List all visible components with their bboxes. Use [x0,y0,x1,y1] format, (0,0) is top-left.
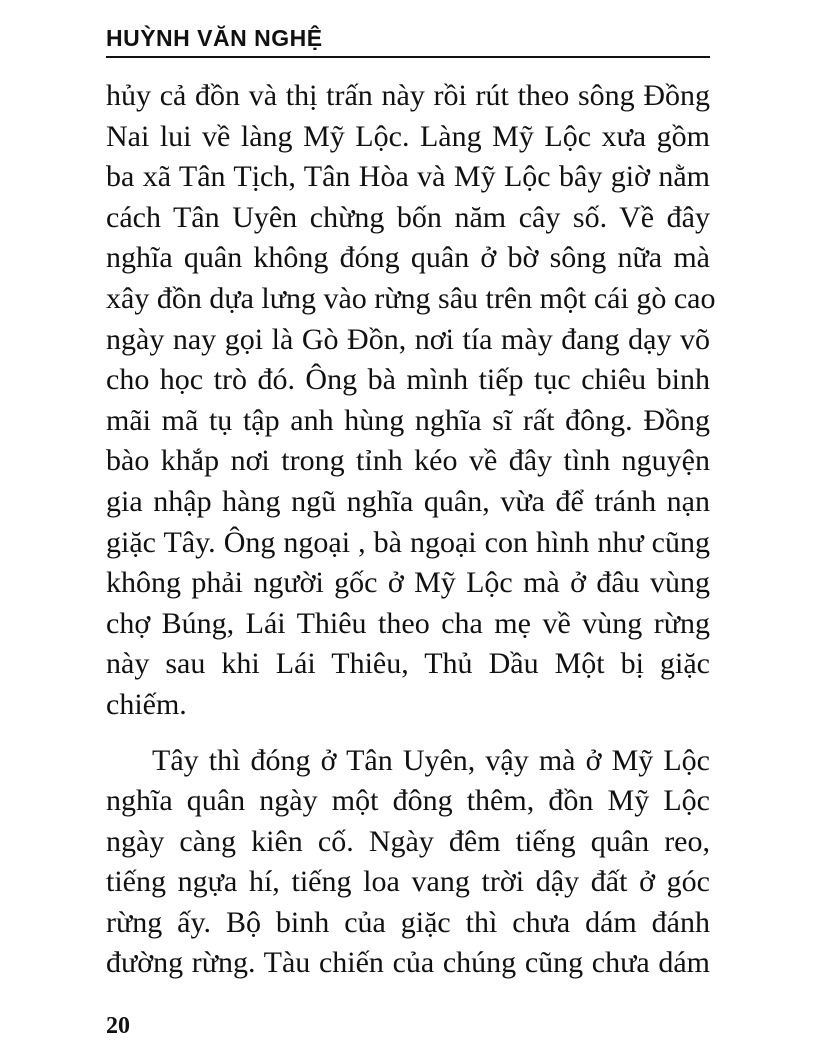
text-line: bào khắp nơi trong tỉnh kéo về đây tình nguyện [106,444,710,478]
text-line: xây đồn dựa lưng vào rừng sâu trên một cái gò cao [106,281,716,315]
text-line: nghĩa quân ngày một đông thêm, đồn Mỹ Lộc [106,784,710,818]
text-line: đường rừng. Tàu chiến của chúng cũng chưa dám [106,946,710,980]
text-line: ba xã Tân Tịch, Tân Hòa và Mỹ Lộc bây giờ nằm [106,160,710,194]
text-line: cho học trò đó. Ông bà mình tiếp tục chiêu binh [106,363,710,397]
text-line: gia nhập hàng ngũ nghĩa quân, vừa để tránh nạn [106,484,710,518]
page-number: 20 [106,1013,130,1039]
text-line: cách Tân Uyên chừng bốn năm cây số. Về đây [106,200,710,234]
running-header [106,22,710,58]
text-line: chợ Búng, Lái Thiêu theo cha mẹ về vùng rừng [106,606,710,640]
paragraph [106,76,716,726]
text-line: này sau khi Lái Thiêu, Thủ Dầu Một bị giặc [106,647,710,681]
text-line: nghĩa quân không đóng quân ở bờ sông nữa mà [106,241,710,275]
text-line: ngày càng kiên cố. Ngày đêm tiếng quân reo, [106,824,710,858]
text-line: hủy cả đồn và thị trấn này rồi rút theo sông Đồng [106,79,710,112]
text-line: ngày nay gọi là Gò Đồn, nơi tía mày đang dạy võ [106,322,710,356]
text-line: chiếm. [106,687,187,721]
paragraph [106,741,710,985]
author-name: HUỲNH VĂN NGHỆ [106,25,323,51]
text-line: Nai lui về làng Mỹ Lộc. Làng Mỹ Lộc xưa gồm [106,119,710,153]
text-line: tiếng ngựa hí, tiếng loa vang trời dậy đất ở góc [106,865,710,899]
body-text [106,76,716,984]
text-line: rừng ấy. Bộ binh của giặc thì chưa dám đánh [106,905,710,939]
text-line: Tây thì đóng ở Tân Uyên, vậy mà ở Mỹ Lộc [152,743,710,777]
text-line: không phải người gốc ở Mỹ Lộc mà ở đâu vùng [106,566,710,600]
text-line: giặc Tây. Ông ngoại , bà ngoại con hình như cũng [106,525,710,559]
text-line: mãi mã tụ tập anh hùng nghĩa sĩ rất đông. Đồng [106,403,710,437]
